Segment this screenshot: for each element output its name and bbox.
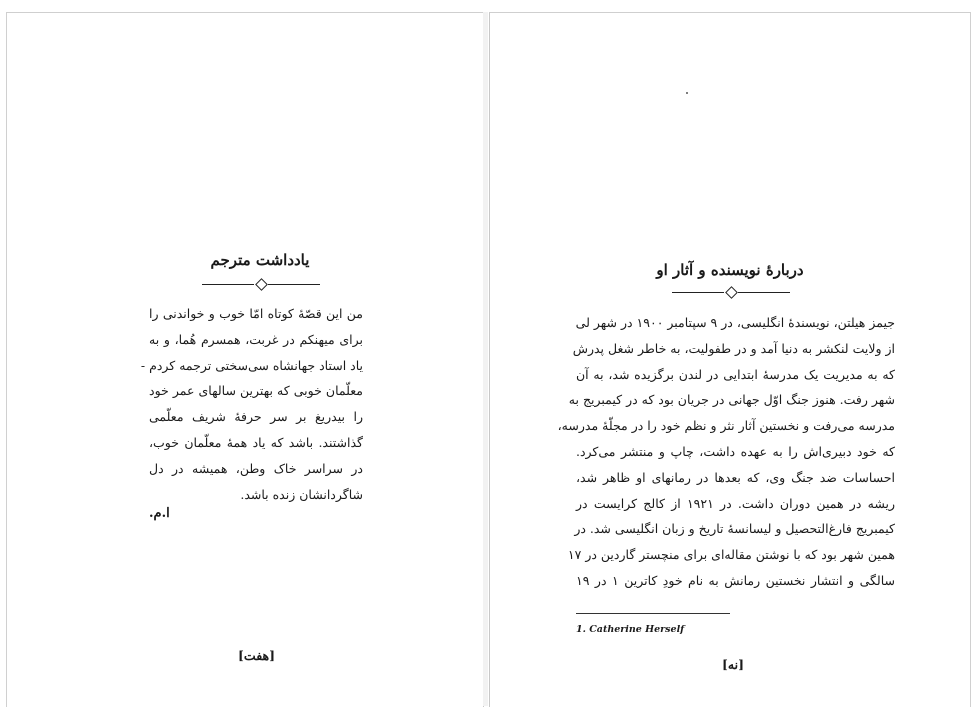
text-line: جیمز هیلتن، نویسندهٔ انگلیسی، در ۹ سپتامبر ۱۹۰۰ در شهر لی <box>575 315 895 330</box>
text-line: از ولایت لنکشر به دنیا آمد و در طفولیت، به خاطر شغل پدرش <box>572 340 895 356</box>
text-line: یاد استاد جهانشاه سی‌سختی ترجمه کردم - <box>140 357 363 373</box>
book-gutter <box>483 12 488 706</box>
text-line: شاگردانشان زنده باشد. <box>240 486 363 502</box>
right-page-number: [نه] <box>722 657 745 672</box>
text-line: سالگی و انتشار نخستین رمانش به نام خودِ کاترین ۱ در ۱۹ <box>576 572 895 588</box>
text-line: شهر رفت. هنوز جنگ اوّل جهانی در جریان بود که در کیمبریج به <box>568 392 895 408</box>
text-line: در سراسر خاک وطن، همیشه در دل <box>149 460 363 476</box>
footnote-rule <box>576 613 730 614</box>
ornament-diamond-icon <box>255 278 268 291</box>
text-line: من این قصّهٔ کوتاه امّا خوب و خواندنی را <box>149 306 363 321</box>
left-heading-ornament <box>202 279 320 289</box>
text-line: مدرسه می‌رفت و نخستین آثار نثر و نظم خود را در مجلّهٔ مدرسه، <box>557 418 895 434</box>
text-line: همین شهر بود که با نوشتن مقاله‌ای برای منچستر گاردین در ۱۷ <box>567 547 895 563</box>
speck <box>686 92 688 94</box>
about-author-heading: دربارهٔ نویسنده و آثار او <box>656 261 804 279</box>
translator-note-text <box>140 301 363 507</box>
text-line: کیمبریج فارغ‌التحصیل و لیسانسهٔ تاریخ و زبان انگلیسی شد. در <box>574 521 895 537</box>
text-line: گذاشتند. باشد که یاد همهٔ معلّمان خوب، <box>149 434 363 450</box>
text-line: ریشه در همین دوران داشت. در ۱۹۲۱ از کالج کرایست در <box>576 495 895 511</box>
text-line: که به مدیریت یک مدرسهٔ ابتدایی در لندن برگزیده شد، به آن <box>576 366 895 382</box>
text-line: احساسات ضد جنگ وی، که بعدها در رمانهای او ظاهر شد، <box>576 469 895 485</box>
footnote: 1. Catherine Herself <box>576 624 685 635</box>
text-line: را بیدریغ بر سر حرفهٔ شریف معلّمی <box>149 409 363 425</box>
left-page-number: [هفت] <box>238 648 276 663</box>
ornament-diamond-icon <box>725 286 738 299</box>
translator-note-heading: یادداشت مترجم <box>210 251 310 269</box>
text-line: برای میهنکم در غربت، همسرم هُما، و به <box>149 331 363 347</box>
right-heading-ornament <box>672 287 790 297</box>
about-author-text <box>557 310 895 594</box>
text-line: معلّمان خوبی که بهترین سالهای عمر خود <box>149 383 363 399</box>
translator-signature: ا.م. <box>149 506 170 521</box>
text-line: که خود دبیری‌اش را به عهده داشت، چاپ و منتشر می‌کرد. <box>576 443 895 459</box>
